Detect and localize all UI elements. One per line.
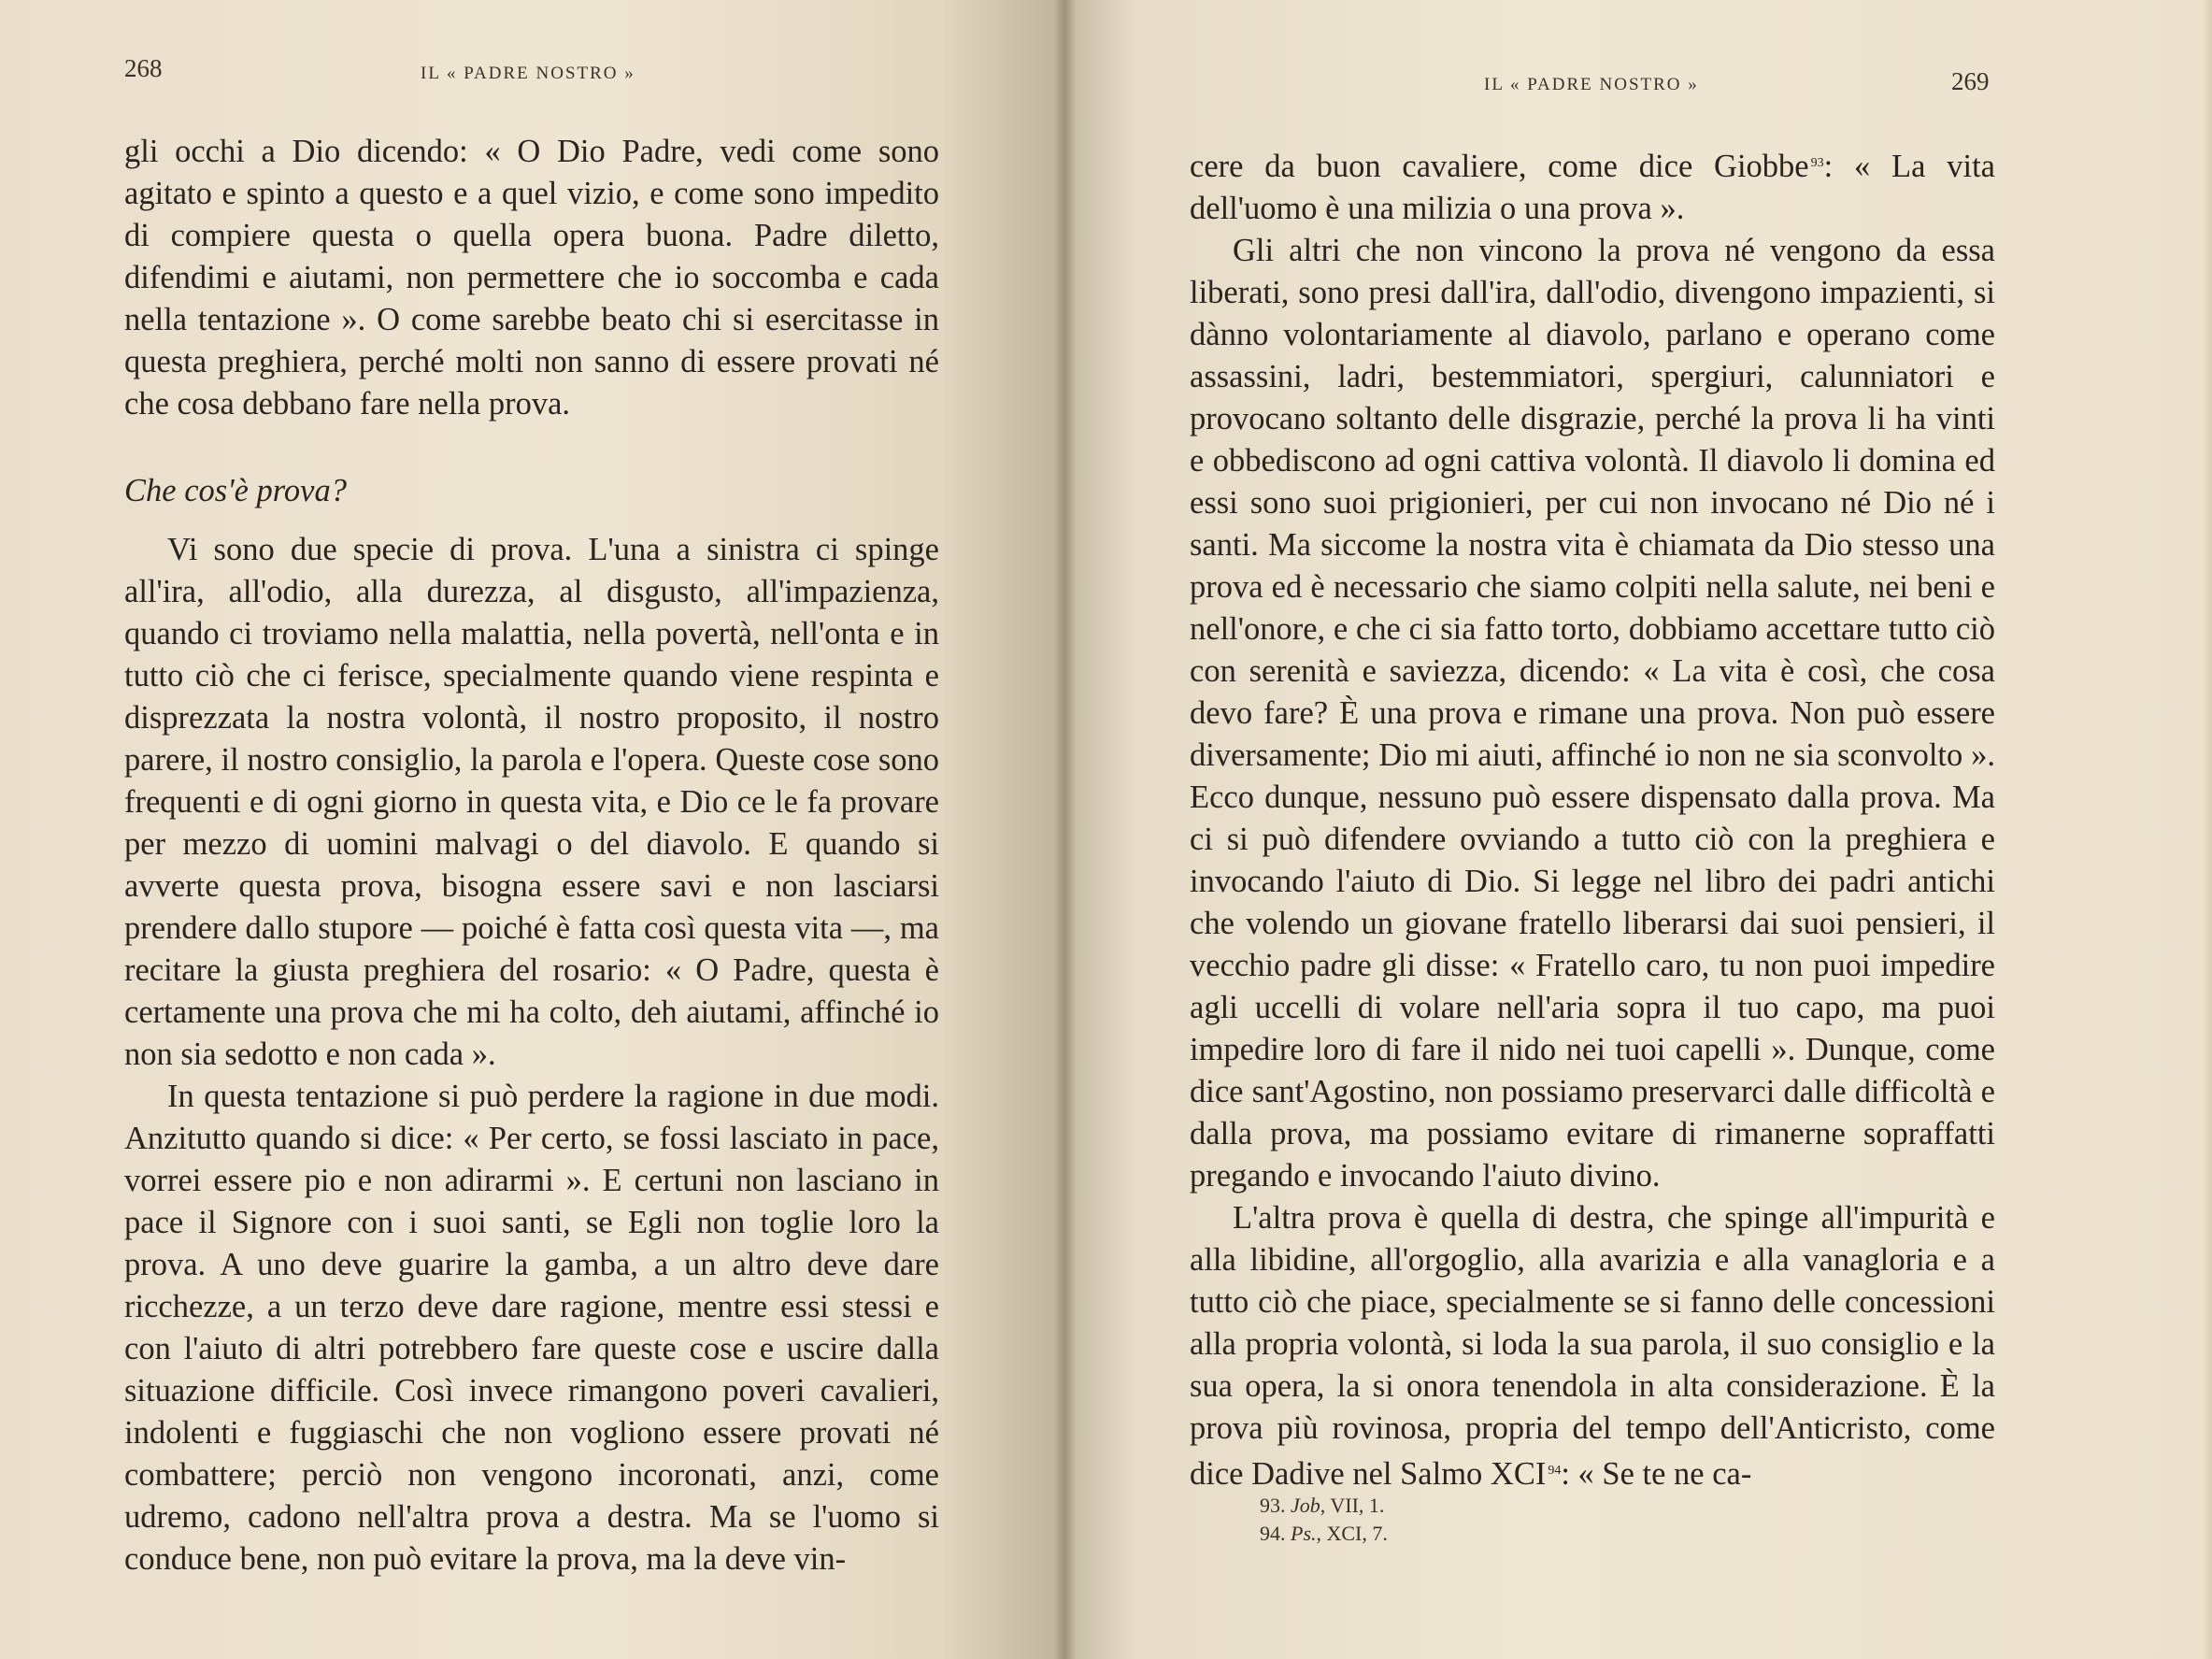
book-gutter: [1054, 0, 1077, 1659]
footnote-citation: , VII, 1.: [1320, 1494, 1385, 1517]
left-body-text: [124, 131, 939, 1580]
paragraph-text: L'altra prova è quella di destra, che spinge all'impurità e alla libidine, all'orgoglio, alla avarizia e alla vanagloria e a tutto ciò che piace, specialmente se si fanno delle concessioni alla propria volontà, si loda la sua parola, il suo consiglio e la sua opera, la si onora tenendola in alta considerazione. È la prova più rovinosa, propria del tempo dell'Anticristo, come dice Dadive nel Salmo XCI: [1190, 1200, 1995, 1492]
paragraph: Vi sono due specie di prova. L'una a sinistra ci spinge all'ira, all'odio, alla durezza, al disgusto, all'impazienza, quando ci troviamo nella malattia, nella povertà, nell'onta e in tutto ciò che ci ferisce, specialmente quando viene respinta e disprezzata la nostra volontà, il nostro proposito, il nostro parere, il nostro consiglio, la parola e l'opera. Queste cose sono frequenti e di ogni giorno in questa vita, e Dio ce le fa provare per mezzo di uomini malvagi o del diavolo. E quando si avverte questa prova, bisogna essere savi e non lasciarsi prendere dallo stupore — poiché è fatta così questa vita —, ma recitare la giusta preghiera del rosario: « O Padre, questa è certamente una prova che mi ha colto, deh aiutami, affinché io non sia sedotto e non cada ».: [124, 532, 939, 1072]
footnote-reference: 94: [1548, 1464, 1562, 1478]
left-page: [0, 0, 1065, 1659]
paragraph: Gli altri che non vincono la prova né vengono da essa liberati, sono presi dall'ira, dall'odio, divengono impazienti, si dànno volontariamente al diavolo, parlano e operano come assassini, ladri, bestemmiatori, spergiuri, calunniatori e provocano soltanto delle disgrazie, perché la prova li ha vinti e obbediscono ad ogni cattiva volontà. Il diavolo li domina ed essi sono suoi prigionieri, per cui non invocano né Dio né i santi. Ma siccome la nostra vita è chiamata da Dio stesso una prova ed è necessario che siamo colpiti nella salute, nei beni e nell'onore, e che ci sia fatto torto, dobbiamo accettare tutto ciò con serenità e saviezza, dicendo: « La vita è così, che cosa devo fare? È una prova e rimane una prova. Non può essere diversamente; Dio mi aiuti, affinché io non ne sia sconvolto ». Ecco dunque, nessuno può essere dispensato dalla prova. Ma ci si può difendere ovviando a tutto ciò con la preghiera e invocando l'aiuto di Dio. Si legge nel libro dei padri antichi che volendo un giovane fratello liberarsi dai suoi pensieri, il vecchio padre gli disse: « Fratello caro, tu non puoi impedire agli uccelli di volare nell'aria sopra il tuo capo, ma puoi impedire loro di fare il nido nei tuoi capelli ». Dunque, come dice sant'Agostino, non possiamo preservarci dalle difficoltà e dalla prova, ma possiamo evitare di rimanerne sopraffatti pregando e invocando l'aiuto divino.: [1190, 233, 1995, 1194]
paragraph: [1190, 1197, 1995, 1495]
right-body-text: [1190, 142, 1995, 1495]
footnote-source: Ps.: [1291, 1522, 1317, 1545]
footnote: [1260, 1492, 1388, 1520]
footnote-reference: 93: [1810, 156, 1824, 170]
section-heading: Che cos'è prova?: [124, 473, 347, 508]
footnote-citation: , XCI, 7.: [1316, 1522, 1388, 1545]
page-edge: [2203, 0, 2212, 1659]
paragraph-text: cere da buon cavaliere, come dice Giobbe: [1190, 149, 1809, 184]
footnotes: [1260, 1492, 1388, 1548]
footnote-source: Job: [1291, 1494, 1320, 1517]
right-page: [1065, 0, 2212, 1659]
running-head: IL « PADRE NOSTRO »: [1484, 75, 1699, 94]
footnote-number: 93.: [1260, 1494, 1286, 1517]
paragraph: gli occhi a Dio dicendo: « O Dio Padre, vedi come sono agitato e spinto a questo e a quel vizio, e come sono impedito di compiere questa o quella opera buona. Padre diletto, difendimi e aiutami, non permettere che io soccomba e cada nella tentazione ». O come sarebbe beato chi si esercitasse in questa preghiera, perché molti non sanno di essere provati né che cosa debbano fare nella prova.: [124, 134, 939, 422]
paragraph-text: : « Se te ne ca-: [1561, 1456, 1752, 1492]
running-head: IL « PADRE NOSTRO »: [421, 64, 635, 83]
page-number: 268: [124, 54, 163, 82]
paragraph-text: : « La vita dell'uomo è una milizia o una prova ».: [1190, 149, 1995, 226]
footnote: [1260, 1520, 1388, 1548]
page-number: 269: [1951, 67, 1990, 95]
paragraph: [1190, 142, 1995, 230]
paragraph: In questa tentazione si può perdere la ragione in due modi. Anzitutto quando si dice: « Per certo, se fossi lasciato in pace, vorrei essere pio e non adirarmi ». E certuni non lasciano in pace il Signore con i suoi santi, se Egli non toglie loro la prova. A uno deve guarire la gamba, a un altro deve dare ricchezze, a un terzo deve dare ragione, mentre essi stessi e con l'aiuto di altri potrebbero fare queste cose e uscire dalla situazione difficile. Così invece rimangono poveri cavalieri, indolenti e fuggiaschi che non vogliono essere provati né combattere; perciò non vengono incoronati, anzi, come udremo, cadono nell'altra prova a destra. Ma se l'uomo si conduce bene, non può evitare la prova, ma la deve vin-: [124, 1079, 939, 1577]
footnote-number: 94.: [1260, 1522, 1286, 1545]
